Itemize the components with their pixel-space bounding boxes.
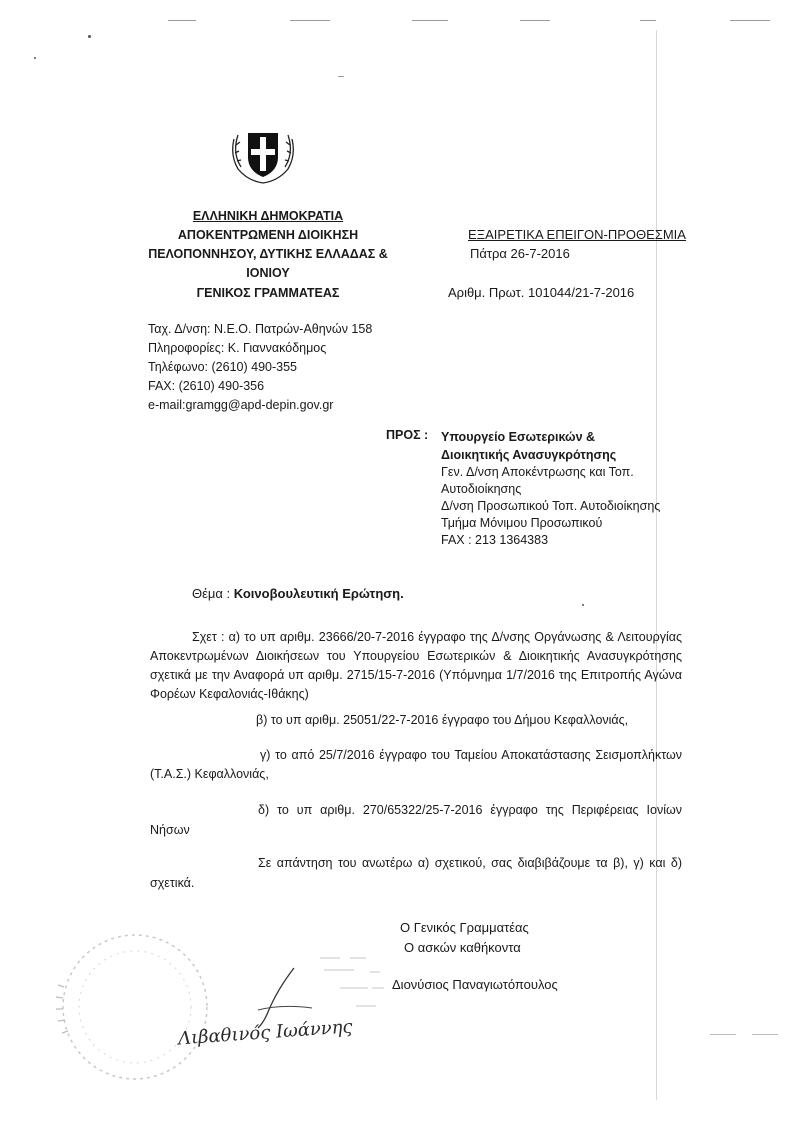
- recipient-label: ΠΡΟΣ :: [386, 428, 429, 442]
- contact-email: e-mail:gramgg@apd-depin.gov.gr: [148, 398, 334, 412]
- scan-mark: [290, 20, 330, 21]
- subject-line: [192, 586, 404, 601]
- reply-paragraph: Σε απάντηση του ανωτέρω α) σχετικού, σας διαβιβάζουμε τα β), γ) και δ) σχετικά.: [150, 856, 682, 890]
- handwritten-signature: [172, 960, 354, 1050]
- subject-label: Θέμα :: [192, 586, 231, 601]
- reference-b: β) το υπ αριθμ. 25051/22-7-2016 έγγραφο του Δήμου Κεφαλλονιάς,: [256, 713, 629, 727]
- urgent-notice: ΕΞΑΙΡΕΤΙΚΑ ΕΠΕΙΓΟΝ-ΠΡΟΘΕΣΜΙΑ: [468, 227, 686, 242]
- scan-mark: [412, 20, 448, 21]
- recipient-directorate-cont: Αυτοδιοίκησης: [441, 482, 522, 496]
- recipient-block: [441, 428, 616, 464]
- scan-mark: [730, 20, 770, 21]
- contact-phone: Τηλέφωνο: (2610) 490-355: [148, 360, 297, 374]
- recipient-personnel-dept: Δ/νση Προσωπικού Τοπ. Αυτοδιοίκησης: [441, 499, 661, 513]
- issuer-block: [128, 207, 408, 303]
- contact-block: [148, 320, 372, 415]
- recipient-details: [441, 464, 660, 549]
- scan-mark: [168, 20, 196, 21]
- recipient-directorate: Γεν. Δ/νση Αποκέντρωσης και Τοπ.: [441, 465, 634, 479]
- scan-speck: [88, 35, 91, 38]
- recipient-ministry-cont: Διοικητικής Ανασυγκρότησης: [441, 448, 617, 462]
- issuer-authority: ΑΠΟΚΕΝΤΡΩΜΕΝΗ ΔΙΟΙΚΗΣΗ: [177, 228, 359, 242]
- issuer-region: ΠΕΛΟΠΟΝΝΗΣΟΥ, ΔΥΤΙΚΗΣ ΕΛΛΑΔΑΣ &: [148, 247, 388, 261]
- protocol-number: Αριθμ. Πρωτ. 101044/21-7-2016: [448, 285, 635, 300]
- recipient-section: Τμήμα Μόνιμου Προσωπικού: [441, 516, 603, 530]
- signatory-name: Διονύσιος Παναγιωτόπουλος: [392, 977, 558, 992]
- reference-c: γ) το από 25/7/2016 έγγραφο του Ταμείου Αποκατάστασης Σεισμοπλήκτων (Τ.Α.Σ.) Κεφαλλονιάς,: [150, 748, 682, 781]
- signatory-acting: Ο ασκών καθήκοντα: [404, 940, 521, 955]
- subject-text: Κοινοβουλευτική Ερώτηση.: [233, 586, 404, 601]
- document-date: Πάτρα 26-7-2016: [470, 246, 570, 261]
- issuer-office: ΓΕΝΙΚΟΣ ΓΡΑΜΜΑΤΕΑΣ: [196, 286, 340, 300]
- scan-speck: [582, 604, 584, 606]
- scan-mark: [520, 20, 550, 21]
- issuer-country: ΕΛΛΗΝΙΚΗ ΔΗΜΟΚΡΑΤΙΑ: [192, 209, 344, 223]
- reference-d: δ) το υπ αριθμ. 270/65322/25-7-2016 έγγραφο της Περιφέρειας Ιονίων Νήσων: [150, 803, 682, 837]
- scan-speck: [34, 57, 36, 59]
- contact-address: Ταχ. Δ/νση: Ν.Ε.Ο. Πατρών-Αθηνών 158: [148, 322, 373, 336]
- recipient-ministry: Υπουργείο Εσωτερικών &: [441, 430, 596, 444]
- contact-fax: FAX: (2610) 490-356: [148, 379, 265, 393]
- coat-of-arms-emblem: [228, 125, 298, 187]
- scan-mark: [640, 20, 656, 21]
- svg-text:Λιβαθινός Ιωάννης: Λιβαθινός Ιωάννης: [177, 1016, 354, 1050]
- scan-fold-line: [656, 30, 657, 1100]
- scan-mark: [338, 76, 344, 77]
- issuer-region-cont: ΙΟΝΙΟΥ: [246, 266, 290, 280]
- reference-a: Σχετ : α) το υπ αριθμ. 23666/20-7-2016 έγγραφο της Δ/νσης Οργάνωσης & Λειτουργίας Αποκεντρωμένων Διοικήσεων του Υπουργείου Εσωτερικών & Διοικητικής Ανασυγκρότησης σχετικά με την Αναφορά υπ αριθμ. 2715/15-7-2016 (Υπόμνημα 1/7/2016 της Επιτροπής Αγώνα Φορέων Κεφαλονιάς-Ιθάκης): [150, 630, 682, 701]
- scan-mark: [710, 1034, 736, 1035]
- recipient-fax: FAX : 213 1364383: [441, 533, 549, 547]
- contact-info-person: Πληροφορίες: Κ. Γιαννακόδημος: [148, 341, 327, 355]
- scan-mark: [752, 1034, 778, 1035]
- signatory-title: Ο Γενικός Γραμματέας: [400, 920, 529, 935]
